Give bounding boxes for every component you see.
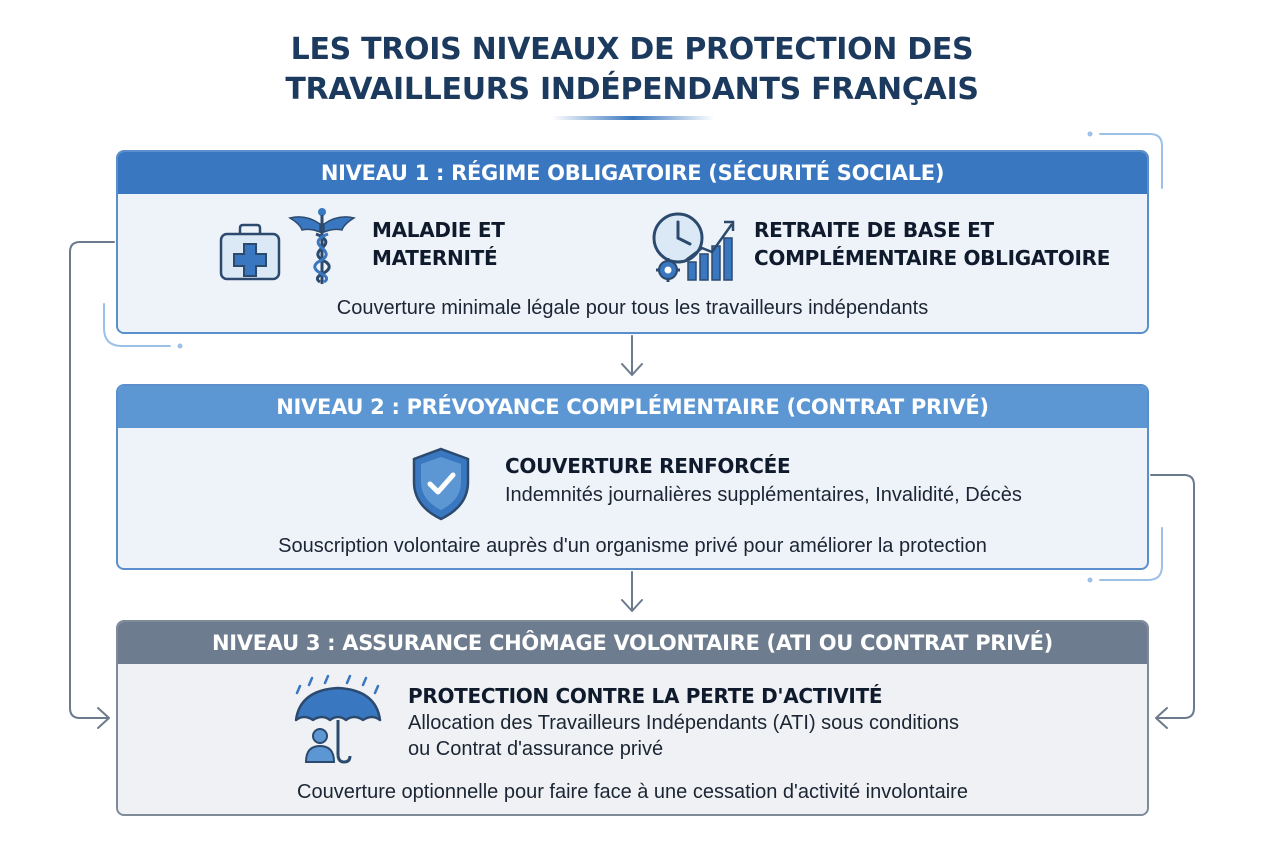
- clock-gear-growth-chart-icon: [648, 208, 740, 284]
- item-1-line-1: MALADIE ET: [372, 218, 505, 242]
- caduceus-icon: [286, 206, 358, 286]
- arrow-left-loop: [70, 242, 114, 718]
- level-3-panel: [116, 620, 1149, 816]
- level-1-note: Couverture minimale légale pour tous les travailleurs indépendants: [336, 297, 929, 319]
- level-2-header: NIVEAU 2 : PRÉVOYANCE COMPLÉMENTAIRE (CONTRAT PRIVÉ): [118, 386, 1147, 428]
- level-1-item-1-label: [372, 216, 505, 272]
- level-2-feature-title: COUVERTURE RENFORCÉE: [505, 454, 791, 478]
- umbrella-person-rain-icon: [292, 674, 384, 766]
- level-2-panel: [116, 384, 1149, 570]
- medical-kit-icon: [218, 222, 282, 284]
- item-1-line-2: MATERNITÉ: [372, 246, 498, 270]
- title-line-2: TRAVAILLEURS INDÉPENDANTS FRANÇAIS: [285, 72, 979, 107]
- item-2-line-2: COMPLÉMENTAIRE OBLIGATOIRE: [754, 246, 1111, 270]
- level-2-feature-detail: Indemnités journalières supplémentaires, Invalidité, Décès: [505, 484, 1022, 506]
- level-3-feature-title: PROTECTION CONTRE LA PERTE D'ACTIVITÉ: [408, 684, 883, 708]
- level-1-header: NIVEAU 1 : RÉGIME OBLIGATOIRE (SÉCURITÉ SOCIALE): [118, 152, 1147, 194]
- level-3-header: NIVEAU 3 : ASSURANCE CHÔMAGE VOLONTAIRE (ATI OU CONTRAT PRIVÉ): [118, 622, 1147, 664]
- level-3-note: Couverture optionnelle pour faire face à une cessation d'activité involontaire: [297, 781, 968, 803]
- level-1-item-2-label: [754, 216, 1110, 272]
- shield-check-icon: [410, 446, 472, 522]
- level-1-panel: [116, 150, 1149, 334]
- item-2-line-1: RETRAITE DE BASE ET: [754, 218, 994, 242]
- level-3-feature-detail-1: Allocation des Travailleurs Indépendants (ATI) sous conditions: [408, 712, 960, 734]
- title-line-1: LES TROIS NIVEAUX DE PROTECTION DES: [290, 32, 974, 67]
- level-2-note: Souscription volontaire auprès d'un organisme privé pour améliorer la protection: [278, 535, 987, 557]
- level-3-feature-detail-2: ou Contrat d'assurance privé: [408, 738, 664, 760]
- arrow-right-loop: [1151, 475, 1194, 718]
